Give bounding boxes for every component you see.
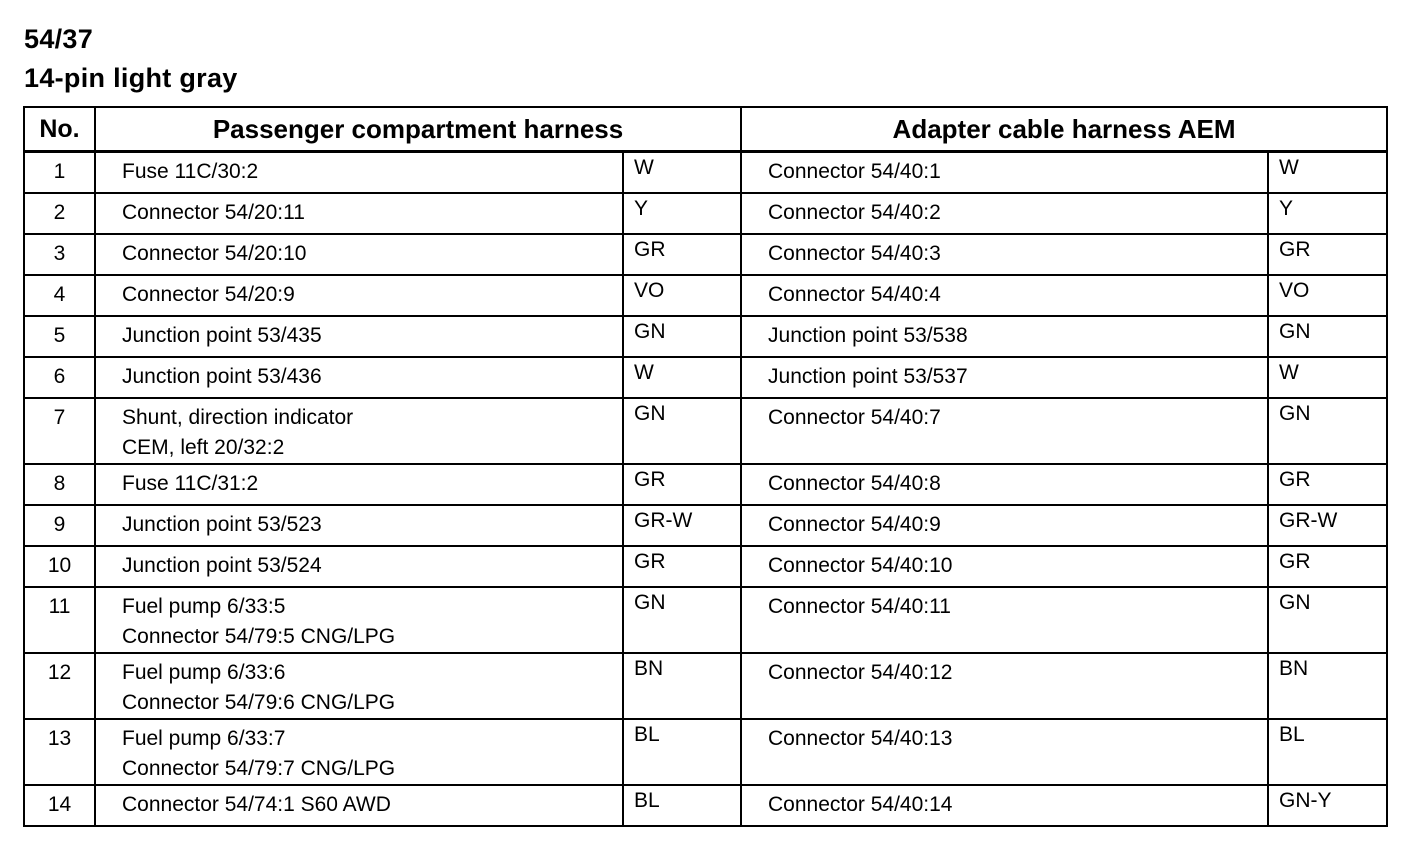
passenger-harness-destination-secondary: Connector 54/79:5 CNG/LPG bbox=[122, 625, 396, 648]
adapter-harness-destination: Connector 54/40:1 bbox=[741, 152, 1268, 194]
passenger-wire-color: GR bbox=[623, 464, 741, 505]
passenger-harness-destination: Fuel pump 6/33:6 bbox=[122, 661, 286, 684]
passenger-harness-cell bbox=[95, 275, 623, 316]
passenger-harness-cell bbox=[95, 357, 623, 398]
table-row bbox=[24, 398, 1387, 464]
adapter-harness-destination: Connector 54/40:2 bbox=[741, 193, 1268, 234]
adapter-wire-color: GN bbox=[1268, 587, 1387, 653]
passenger-harness-destination-secondary: Connector 54/79:7 CNG/LPG bbox=[122, 757, 396, 780]
pin-assignment-table bbox=[23, 106, 1388, 827]
adapter-wire-color: GN-Y bbox=[1268, 785, 1387, 826]
adapter-wire-color: GR-W bbox=[1268, 505, 1387, 546]
pin-number: 9 bbox=[24, 505, 95, 546]
adapter-harness-destination: Connector 54/40:9 bbox=[741, 505, 1268, 546]
adapter-wire-color: BN bbox=[1268, 653, 1387, 719]
passenger-wire-color: BN bbox=[623, 653, 741, 719]
table-row bbox=[24, 316, 1387, 357]
passenger-harness-cell bbox=[95, 464, 623, 505]
passenger-harness-cell bbox=[95, 152, 623, 194]
adapter-wire-color: GN bbox=[1268, 398, 1387, 464]
adapter-harness-destination: Connector 54/40:12 bbox=[741, 653, 1268, 719]
pin-number: 5 bbox=[24, 316, 95, 357]
passenger-harness-destination: Fuse 11C/30:2 bbox=[122, 160, 259, 183]
passenger-harness-destination: Fuel pump 6/33:7 bbox=[122, 727, 286, 750]
adapter-wire-color: GR bbox=[1268, 464, 1387, 505]
passenger-harness-destination: Fuel pump 6/33:5 bbox=[122, 595, 286, 618]
header-passenger-harness: Passenger compartment harness bbox=[95, 107, 741, 152]
passenger-harness-cell bbox=[95, 546, 623, 587]
adapter-wire-color: GN bbox=[1268, 316, 1387, 357]
passenger-wire-color: BL bbox=[623, 785, 741, 826]
passenger-harness-cell bbox=[95, 234, 623, 275]
adapter-harness-destination: Junction point 53/537 bbox=[741, 357, 1268, 398]
adapter-harness-destination: Connector 54/40:13 bbox=[741, 719, 1268, 785]
table-row bbox=[24, 653, 1387, 719]
passenger-wire-color: GN bbox=[623, 398, 741, 464]
passenger-wire-color: GN bbox=[623, 587, 741, 653]
passenger-harness-cell bbox=[95, 316, 623, 357]
pin-number: 11 bbox=[24, 587, 95, 653]
pin-number: 14 bbox=[24, 785, 95, 826]
passenger-wire-color: GR bbox=[623, 546, 741, 587]
table-row bbox=[24, 546, 1387, 587]
pin-number: 7 bbox=[24, 398, 95, 464]
adapter-harness-destination: Connector 54/40:7 bbox=[741, 398, 1268, 464]
passenger-harness-destination: Connector 54/20:9 bbox=[122, 283, 295, 306]
passenger-harness-destination: Junction point 53/435 bbox=[122, 324, 322, 347]
adapter-wire-color: Y bbox=[1268, 193, 1387, 234]
table-row bbox=[24, 719, 1387, 785]
adapter-harness-destination: Connector 54/40:8 bbox=[741, 464, 1268, 505]
passenger-harness-cell bbox=[95, 719, 623, 785]
table-row bbox=[24, 505, 1387, 546]
pin-number: 4 bbox=[24, 275, 95, 316]
passenger-harness-cell bbox=[95, 653, 623, 719]
adapter-harness-destination: Connector 54/40:4 bbox=[741, 275, 1268, 316]
table-row bbox=[24, 785, 1387, 826]
table-body bbox=[24, 152, 1387, 827]
pin-number: 3 bbox=[24, 234, 95, 275]
connector-description: 14-pin light gray bbox=[24, 63, 238, 93]
passenger-harness-destination: Junction point 53/436 bbox=[122, 365, 322, 388]
passenger-harness-cell bbox=[95, 398, 623, 464]
adapter-harness-destination: Connector 54/40:3 bbox=[741, 234, 1268, 275]
passenger-wire-color: GR bbox=[623, 234, 741, 275]
table-row bbox=[24, 193, 1387, 234]
passenger-harness-cell bbox=[95, 193, 623, 234]
adapter-wire-color: VO bbox=[1268, 275, 1387, 316]
table-row bbox=[24, 152, 1387, 194]
table-row bbox=[24, 464, 1387, 505]
passenger-harness-destination: Connector 54/74:1 S60 AWD bbox=[122, 793, 391, 816]
pin-number: 2 bbox=[24, 193, 95, 234]
pin-number: 1 bbox=[24, 152, 95, 194]
passenger-wire-color: W bbox=[623, 357, 741, 398]
adapter-harness-destination: Connector 54/40:14 bbox=[741, 785, 1268, 826]
passenger-wire-color: GN bbox=[623, 316, 741, 357]
document-title bbox=[24, 20, 238, 98]
passenger-wire-color: GR-W bbox=[623, 505, 741, 546]
passenger-wire-color: VO bbox=[623, 275, 741, 316]
table-row bbox=[24, 234, 1387, 275]
passenger-harness-destination-secondary: CEM, left 20/32:2 bbox=[122, 436, 285, 459]
adapter-harness-destination: Junction point 53/538 bbox=[741, 316, 1268, 357]
table-row bbox=[24, 587, 1387, 653]
adapter-harness-destination: Connector 54/40:10 bbox=[741, 546, 1268, 587]
passenger-harness-destination-secondary: Connector 54/79:6 CNG/LPG bbox=[122, 691, 396, 714]
pin-number: 12 bbox=[24, 653, 95, 719]
passenger-harness-destination: Connector 54/20:11 bbox=[122, 201, 305, 224]
passenger-harness-destination: Shunt, direction indicator bbox=[122, 406, 354, 429]
passenger-harness-destination: Connector 54/20:10 bbox=[122, 242, 307, 265]
pin-number: 8 bbox=[24, 464, 95, 505]
adapter-wire-color: GR bbox=[1268, 234, 1387, 275]
pin-number: 6 bbox=[24, 357, 95, 398]
header-adapter-harness: Adapter cable harness AEM bbox=[741, 107, 1387, 152]
passenger-wire-color: BL bbox=[623, 719, 741, 785]
passenger-harness-destination: Fuse 11C/31:2 bbox=[122, 472, 259, 495]
adapter-wire-color: W bbox=[1268, 152, 1387, 194]
passenger-harness-cell bbox=[95, 785, 623, 826]
passenger-wire-color: W bbox=[623, 152, 741, 194]
passenger-harness-destination: Junction point 53/524 bbox=[122, 554, 322, 577]
pin-number: 13 bbox=[24, 719, 95, 785]
passenger-harness-destination: Junction point 53/523 bbox=[122, 513, 322, 536]
adapter-harness-destination: Connector 54/40:11 bbox=[741, 587, 1268, 653]
header-no: No. bbox=[24, 107, 95, 152]
adapter-wire-color: BL bbox=[1268, 719, 1387, 785]
adapter-wire-color: W bbox=[1268, 357, 1387, 398]
passenger-wire-color: Y bbox=[623, 193, 741, 234]
passenger-harness-cell bbox=[95, 505, 623, 546]
table-row bbox=[24, 357, 1387, 398]
passenger-harness-cell bbox=[95, 587, 623, 653]
pin-number: 10 bbox=[24, 546, 95, 587]
adapter-wire-color: GR bbox=[1268, 546, 1387, 587]
connector-id: 54/37 bbox=[24, 24, 94, 54]
table-header-row bbox=[24, 107, 1387, 152]
table-row bbox=[24, 275, 1387, 316]
